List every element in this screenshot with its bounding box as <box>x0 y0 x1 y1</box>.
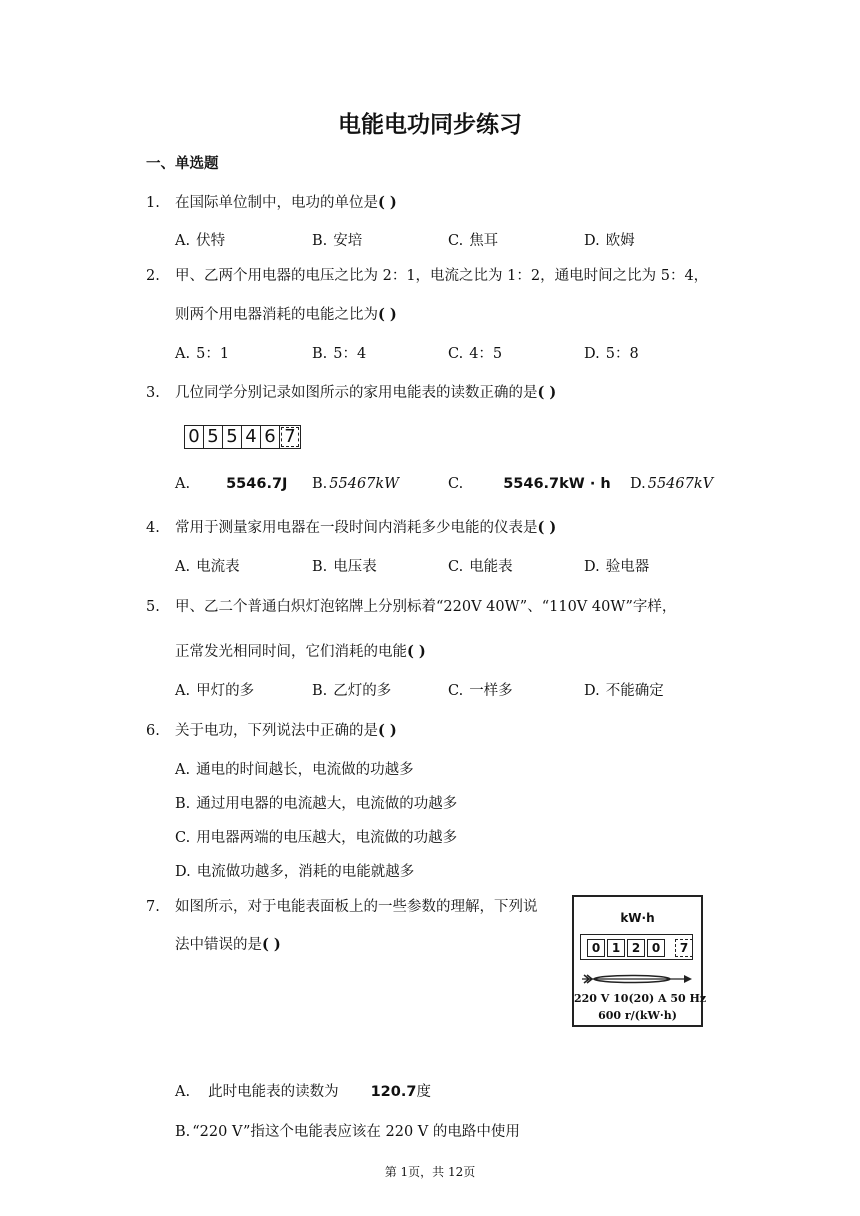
meter-decimal-digit: 7 <box>281 427 299 447</box>
meter-decimal-digit: 7 <box>675 939 693 957</box>
q1-option-a: A. 伏特 <box>175 233 226 249</box>
q2-option-b: B. 5：4 <box>312 346 367 362</box>
q4-option-a: A. 电流表 <box>175 559 240 575</box>
question-5-line-1: 甲、乙二个普通白炽灯泡铭牌上分别标着“220V 40W”、“110V 40W”字样， <box>175 599 677 615</box>
meter-digit: 2 <box>627 939 645 957</box>
q3-option-d: D. 55467kV <box>630 476 714 492</box>
meter-digit-window <box>580 934 693 960</box>
q5-option-b: B. 乙灯的多 <box>312 683 392 699</box>
q1-option-c: C. 焦耳 <box>448 233 499 249</box>
meter-digit: 0 <box>185 426 204 448</box>
q7-option-a: A. 此时电能表的读数为 120.7度 <box>175 1084 431 1100</box>
q3-option-b: B. 55467kW <box>312 476 400 492</box>
q5-option-c: C. 一样多 <box>448 683 513 699</box>
q3-option-a: A. 5546.7J <box>175 476 288 492</box>
q2-option-a: A. 5：1 <box>175 346 230 362</box>
q6-option-b: B. 通过用电器的电流越大，电流做的功越多 <box>175 796 458 812</box>
q5-option-a: A. 甲灯的多 <box>175 683 255 699</box>
q7-option-b: B. “220 V”指这个电能表应该在 220 V 的电路中使用 <box>175 1124 520 1140</box>
question-3-number: 3. <box>146 385 160 401</box>
question-5-line-2: 正常发光相同时间，它们消耗的电能( ) <box>175 643 426 660</box>
q3-option-c: C. 5546.7kW · h <box>448 476 611 492</box>
question-3-text: 几位同学分别记录如图所示的家用电能表的读数正确的是( ) <box>175 384 557 401</box>
q1-option-b: B. 安培 <box>312 233 363 249</box>
meter-spec-revolutions: 600 r/(kW·h) <box>598 1009 677 1022</box>
q4-option-b: B. 电压表 <box>312 559 377 575</box>
question-7-number: 7. <box>146 899 160 915</box>
meter-reading-figure <box>184 425 301 449</box>
question-2-line-2: 则两个用电器消耗的电能之比为( ) <box>175 306 397 323</box>
question-7-line-1: 如图所示，对于电能表面板上的一些参数的理解，下列说 <box>175 899 538 915</box>
meter-digit: 4 <box>242 426 261 448</box>
meter-digit: 0 <box>647 939 665 957</box>
meter-spec-rating: 220 V 10(20) A 50 Hz <box>574 992 707 1005</box>
question-5-number: 5. <box>146 599 160 615</box>
q6-option-d: D. 电流做功越多，消耗的电能就越多 <box>175 864 415 880</box>
q4-option-d: D. 验电器 <box>584 559 650 575</box>
q5-option-d: D. 不能确定 <box>584 683 664 699</box>
question-7-line-2: 法中错误的是( ) <box>175 936 281 953</box>
page-title: 电能电功同步练习 <box>338 112 522 138</box>
q2-option-c: C. 4：5 <box>448 346 503 362</box>
meter-digit: 6 <box>261 426 280 448</box>
q1-option-d: D. 欧姆 <box>584 233 635 249</box>
meter-digit: 1 <box>607 939 625 957</box>
meter-digit: 5 <box>204 426 223 448</box>
q6-option-c: C. 用电器两端的电压越大，电流做的功越多 <box>175 830 458 846</box>
q2-option-d: D. 5：8 <box>584 346 639 362</box>
rotating-disk-icon <box>580 973 694 985</box>
question-1-number: 1. <box>146 195 160 211</box>
meter-unit-label: kW·h <box>620 911 655 925</box>
section-heading: 一、单选题 <box>146 156 219 172</box>
question-6-number: 6. <box>146 723 160 739</box>
meter-digit: 0 <box>587 939 605 957</box>
page-footer: 第 1页，共 12页 <box>384 1165 476 1179</box>
question-6-text: 关于电功，下列说法中正确的是( ) <box>175 722 397 739</box>
meter-digit: 5 <box>223 426 242 448</box>
question-1-text: 在国际单位制中，电功的单位是( ) <box>175 194 397 211</box>
question-4-text: 常用于测量家用电器在一段时间内消耗多少电能的仪表是( ) <box>175 519 557 536</box>
question-2-line-1: 甲、乙两个用电器的电压之比为 2：1，电流之比为 1：2，通电时间之比为 5：4， <box>175 268 709 284</box>
meter-panel-figure <box>572 895 707 1027</box>
question-4-number: 4. <box>146 520 160 536</box>
q4-option-c: C. 电能表 <box>448 559 513 575</box>
question-2-number: 2. <box>146 268 160 284</box>
q6-option-a: A. 通电的时间越长，电流做的功越多 <box>175 762 414 778</box>
